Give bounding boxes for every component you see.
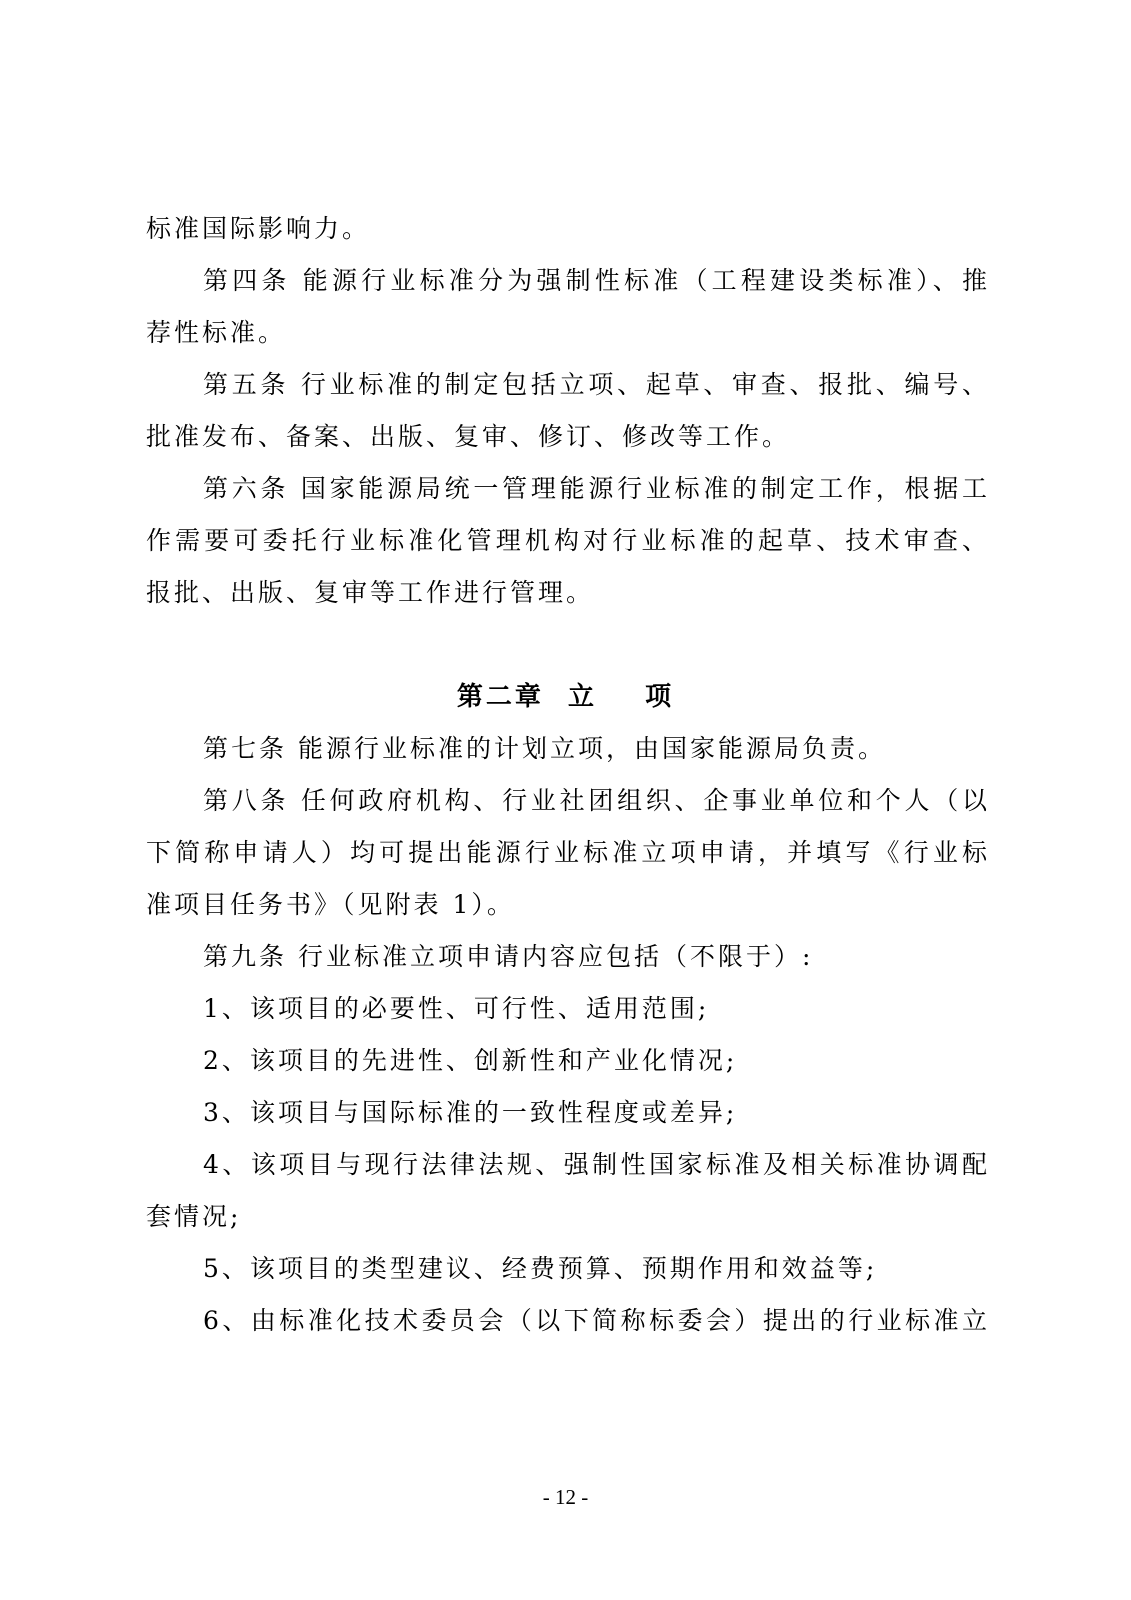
- article-7-line-1: 第七条 能源行业标准的计划立项，由国家能源局负责。: [203, 734, 886, 763]
- article-6-line-3: 报批、出版、复审等工作进行管理。: [146, 578, 595, 607]
- chapter-heading: 第二章 立 项: [456, 682, 675, 712]
- article-4-line-1: 第四条 能源行业标准分为强制性标准（工程建设类标准）、推: [203, 266, 990, 295]
- article-8-line-2: 下简称申请人）均可提出能源行业标准立项申请，并填写《行业标: [146, 838, 990, 867]
- article-5-line-2: 批准发布、备案、出版、复审、修订、修改等工作。: [146, 422, 791, 451]
- paragraph-line: 标准国际影响力。: [146, 214, 371, 243]
- article-4-line-2: 荐性标准。: [146, 318, 287, 347]
- article-8-line-3: 准项目任务书》（见附表 1）。: [146, 890, 515, 919]
- article-9-line-1: 第九条 行业标准立项申请内容应包括（不限于）:: [203, 942, 814, 971]
- list-item-4-line-2: 套情况;: [146, 1202, 242, 1231]
- list-item-6-line-1: 6、由标准化技术委员会（以下简称标委会）提出的行业标准立: [203, 1306, 990, 1335]
- list-item-4-line-1: 4、该项目与现行法律法规、强制性国家标准及相关标准协调配: [203, 1150, 990, 1179]
- article-6-line-1: 第六条 国家能源局统一管理能源行业标准的制定工作，根据工: [203, 474, 990, 503]
- list-item-2: 2、该项目的先进性、创新性和产业化情况;: [203, 1046, 738, 1075]
- list-item-3: 3、该项目与国际标准的一致性程度或差异;: [203, 1098, 738, 1127]
- article-5-line-1: 第五条 行业标准的制定包括立项、起草、审查、报批、编号、: [203, 370, 990, 399]
- page-number: - 12 -: [542, 1485, 589, 1509]
- list-item-5: 5、该项目的类型建议、经费预算、预期作用和效益等;: [203, 1254, 878, 1283]
- article-8-line-1: 第八条 任何政府机构、行业社团组织、企事业单位和个人（以: [203, 786, 990, 815]
- article-6-line-2: 作需要可委托行业标准化管理机构对行业标准的起草、技术审查、: [146, 526, 990, 555]
- list-item-1: 1、该项目的必要性、可行性、适用范围;: [203, 994, 710, 1023]
